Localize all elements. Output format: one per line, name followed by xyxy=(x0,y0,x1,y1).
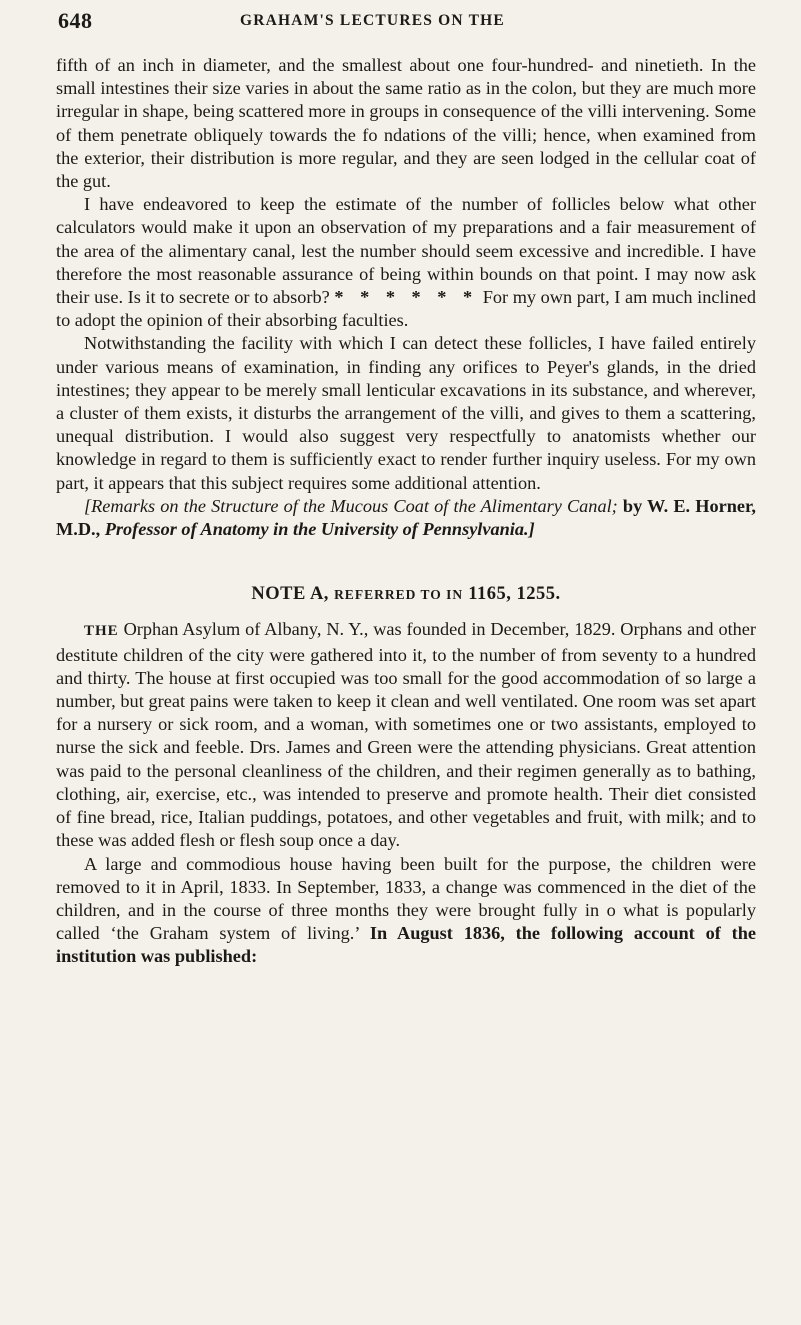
paragraph-peyers-glands: Notwithstanding the facility with which I can detect these follicles, I have failed entirely under various means of examination, in finding any orifices to Peyer's glands, in the dried intestines; they appear to be merely small lenticular excavations in its substance, and wherever, a cluster of them exists, it disturbs the arrangement of the villi, and gives to them a scattering, unequal distribution. I would also suggest very respectfully to anatomists whether our knowledge in regard to them is sufficiently exact to render further inquiry useless. For my own part, it appears that this subject requires some additional attention. xyxy=(56,333,756,493)
citation-title: [Remarks on the Structure of the Mucous Coat of the Alimentary Canal; xyxy=(84,495,618,516)
note-heading-title: NOTE A, xyxy=(251,584,329,605)
paragraph-graham-system-text: A large and commodious house having been built for the purpose, the children were removed to it in April, 1833. In September, 1833, a change was commenced in the diet of the children, and in the course of three months they were brought fully in o what is popularly called ‘the Graham system of living.’ xyxy=(56,853,756,944)
citation-affiliation: Professor of Anatomy in the University of Pennsylvania.] xyxy=(104,519,535,540)
paragraph-follicle-estimate-conclusion: For my own part, I am much inclined to adopt the opinion of their absorbing faculties. xyxy=(56,287,756,331)
paragraph-follicle-size: fifth of an inch in diameter, and the smallest about one four-hundred- and ninetieth. In the small intestines their size varies in about the same ratio as in the colon, but they are much more irregular in shape, being scattered more in groups in consequence of the villi intervening. Some of them penetrate obliquely towards the fo ndations of the villi; hence, when examined from the exterior, their distribution is more regular, and they are seen lodged in the cellular coat of the gut. xyxy=(56,55,756,192)
page-number: 648 xyxy=(58,8,93,33)
body-text xyxy=(56,54,756,969)
note-heading-pages: 1165, 1255. xyxy=(468,584,561,605)
note-lead-word: THE xyxy=(84,623,119,640)
citation xyxy=(56,495,756,541)
paragraph-graham-system xyxy=(56,853,756,969)
paragraph-orphan-asylum-text: Orphan Asylum of Albany, N. Y., was founded in December, 1829. Orphans and other destitute children of the city were gathered into it, to the number of from seventy to a hundred and thirty. The house at first occupied was too small for the good accommodation of so large a number, but great pains were taken to keep it clean and well ventilated. One room was set apart for a nursery or sick room, and a woman, with sometimes one or two assistants, employed to nurse the sick and feeble. Drs. James and Green were the attending physicians. Great attention was paid to the personal cleanliness of the children, and their regimen generally as to bathing, clothing, air, exercise, etc., was intended to preserve and promote health. Their diet consisted of fine bread, rice, Italian puddings, potatoes, and other vegetables and fruit, with milk; and to these was added flesh or flesh soup once a day. xyxy=(56,619,757,851)
paragraph-orphan-asylum xyxy=(56,618,756,852)
paragraph-follicle-estimate-text: I have endeavored to keep the estimate of the number of follicles below what other calculators would make it upon an observation of my preparations and a fair measurement of the area of the alimentary canal, lest the number should seem excessive and incredible. I have therefore the most reasonable assurance of being within bounds on that point. I may now ask their use. Is it to secrete or to absorb? xyxy=(56,194,756,308)
citation-author: by W. E. Horner, M.D., xyxy=(56,495,756,540)
note-heading xyxy=(56,583,756,606)
paragraph-graham-system-account: In August 1836, the following account of the institution was published: xyxy=(56,923,757,967)
running-head: GRAHAM'S LECTURES ON THE xyxy=(240,12,505,29)
ellipsis-stars: * * * * * * xyxy=(334,287,479,308)
page-header xyxy=(58,8,761,42)
paragraph-follicle-estimate xyxy=(56,193,756,332)
note-heading-referred: REFERRED TO IN xyxy=(334,587,464,603)
